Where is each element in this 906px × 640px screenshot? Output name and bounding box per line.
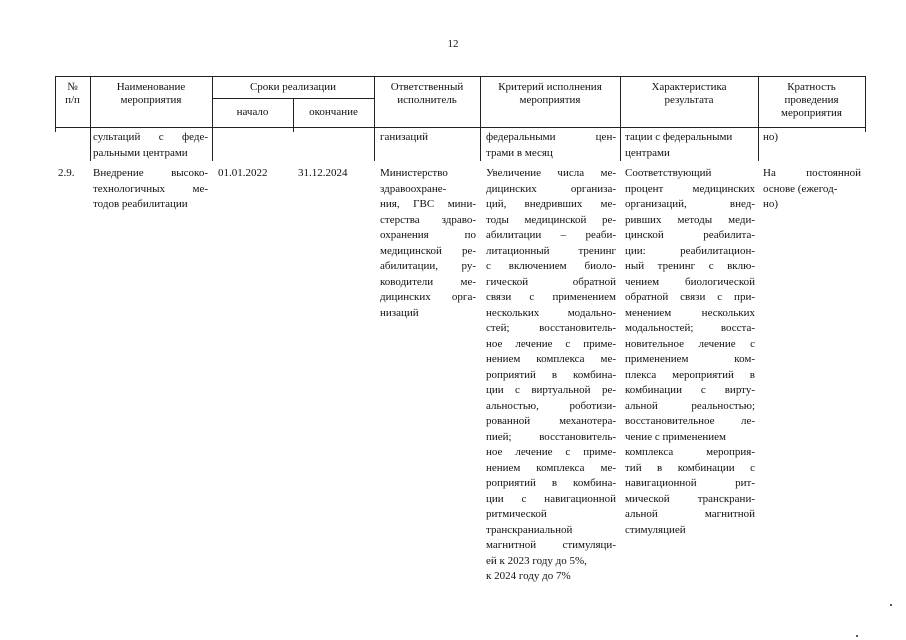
row-start-date: 01.01.2022 — [218, 167, 268, 179]
continuation-name: сультаций с феде- ральными центрами — [93, 131, 208, 159]
row-end-date: 31.12.2024 — [298, 167, 348, 179]
header-responsible: Ответственный исполнитель — [390, 81, 464, 106]
row-criterion: Увеличение числа ме- дицинских организа- ций, внедривших ме- тоды медицинской ре- абилитации – реаби- литационный тренинг с включением биоло- гической обратной связи с применением нескольких модально- стей; восстановитель- ное лечение с приме- нением комплекса ме- роприятий в комбина- ции с виртуальной ре- альностью, роботизи- рованной механотера- пией; восстановитель- ное лечение с приме- нением комплекса ме- роприятий в комбина- ции с навигационной ритмической транскраниальной магнитной стимуляци- ей к 2023 году до 5%, к 2024 году до 7% — [486, 167, 616, 582]
header-end: окончание — [309, 106, 358, 118]
scan-speck — [890, 604, 892, 606]
continuation-result: тации с федеральными центрами — [625, 131, 733, 159]
row-frequency: На постоянной основе (ежегод- но) — [763, 167, 861, 210]
scan-speck — [856, 635, 858, 637]
header-frequency: Кратность проведения мероприятия — [781, 81, 842, 119]
row-number: 2.9. — [58, 167, 75, 179]
continuation-criterion: федеральными цен- трами в месяц — [486, 131, 616, 159]
header-result: Характеристика результата — [651, 81, 727, 106]
row-responsible: Министерство здравоохране- ния, ГВС мини- стерства здраво- охранения по медицинской ре- абилитации, ру- ководители ме- дицинских орга- низаций — [380, 167, 476, 319]
row-result: Соответствующий процент медицинских организаций, внед- ривших методы меди- цинской реабилита- ции: реабилитацион- ный тренинг с вклю- чением биологической обратной связи с при- менением нескольких модальностей; восста- новительное лечение с применением ком- плекса мероприятий в комбинации с вирту- альной реальностью; восстановительное ле- чение с применением комплекса мероприя- тий в комбинации с навигационной рит- мической транскрани- альной магнитной стимуляцией — [625, 167, 755, 536]
page-number: 12 — [447, 38, 459, 50]
continuation-responsible: ганизаций — [380, 131, 429, 143]
header-name: Наименование мероприятия — [116, 81, 186, 106]
header-start: начало — [236, 106, 269, 118]
header-criterion: Критерий исполнения мероприятия — [498, 81, 602, 106]
continuation-frequency: но) — [763, 131, 779, 143]
header-number: № п/п — [65, 81, 80, 106]
header-terms: Сроки реализации — [249, 81, 337, 93]
row-name: Внедрение высоко- технологичных ме- тодов реабилитации — [93, 167, 208, 210]
